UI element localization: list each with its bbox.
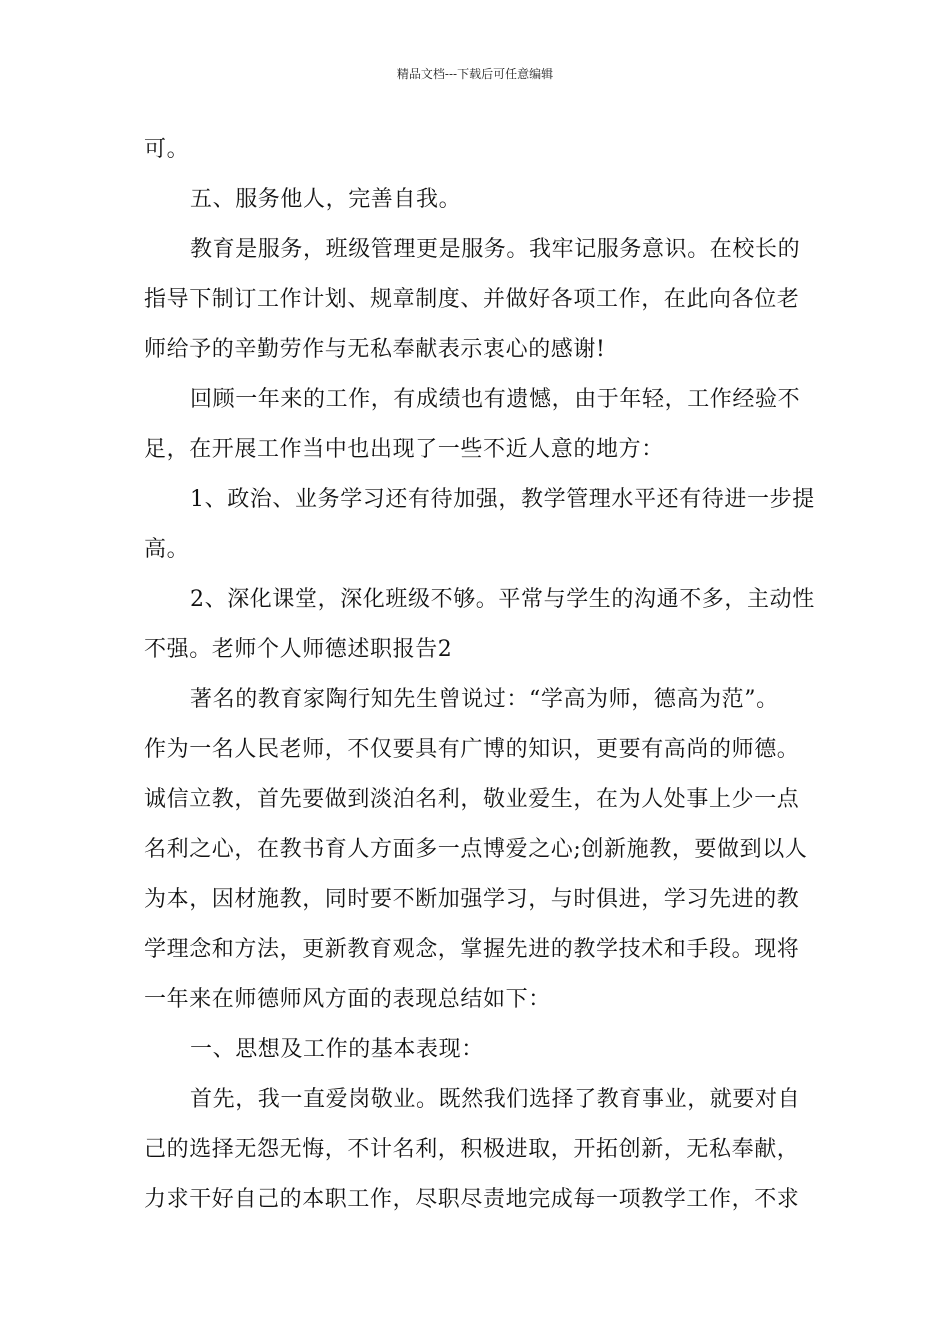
- text-line: 学理念和方法，更新教育观念，掌握先进的教学技术和手段。现将: [144, 937, 800, 962]
- list-item: 1、政治、业务学习还有待加强，教学管理水平还有待进一步提: [190, 487, 815, 512]
- text-line: 师给予的辛勤劳作与无私奉献表示衷心的感谢!: [144, 337, 606, 362]
- text-line: 首先，我一直爱岗敬业。既然我们选择了教育事业，就要对自: [190, 1087, 801, 1112]
- section-heading: 一、思想及工作的基本表现：: [190, 1037, 484, 1062]
- text-line: 可。: [144, 137, 190, 162]
- text-line: 不强。老师个人师德述职报告2: [144, 637, 453, 662]
- text-line: 指导下制订工作计划、规章制度、并做好各项工作，在此向各位老: [144, 287, 800, 312]
- text-line: 高。: [144, 537, 190, 562]
- text-line: 力求干好自己的本职工作，尽职尽责地完成每一项教学工作，不求: [144, 1187, 800, 1212]
- text-line: 回顾一年来的工作，有成绩也有遗憾，由于年轻，工作经验不: [190, 387, 801, 412]
- section-heading: 五、服务他人，完善自我。: [190, 187, 462, 212]
- document-body: [144, 125, 815, 1225]
- list-item: 2、深化课堂，深化班级不够。平常与学生的沟通不多，主动性: [190, 587, 815, 612]
- text-line: 己的选择无怨无悔，不计名利，积极进取，开拓创新，无私奉献，: [144, 1137, 800, 1162]
- text-line: 诚信立教，首先要做到淡泊名利，敬业爱生，在为人处事上少一点: [144, 787, 800, 812]
- text-line: 名利之心，在教书育人方面多一点博爱之心;创新施教，要做到以人: [144, 837, 808, 862]
- text-line: 作为一名人民老师，不仅要具有广博的知识，更要有高尚的师德。: [144, 737, 800, 762]
- text-line: 足，在开展工作当中也出现了一些不近人意的地方：: [144, 437, 664, 462]
- text-line: 教育是服务，班级管理更是服务。我牢记服务意识。在校长的: [190, 237, 801, 262]
- page-header: 精品文档---下载后可任意编辑: [396, 67, 554, 81]
- text-line: 为本，因材施教，同时要不断加强学习，与时俱进，学习先进的教: [144, 887, 800, 912]
- text-line: 著名的教育家陶行知先生曾说过：“学高为师，德高为范”。: [190, 687, 779, 712]
- text-line: 一年来在师德师风方面的表现总结如下：: [144, 987, 551, 1012]
